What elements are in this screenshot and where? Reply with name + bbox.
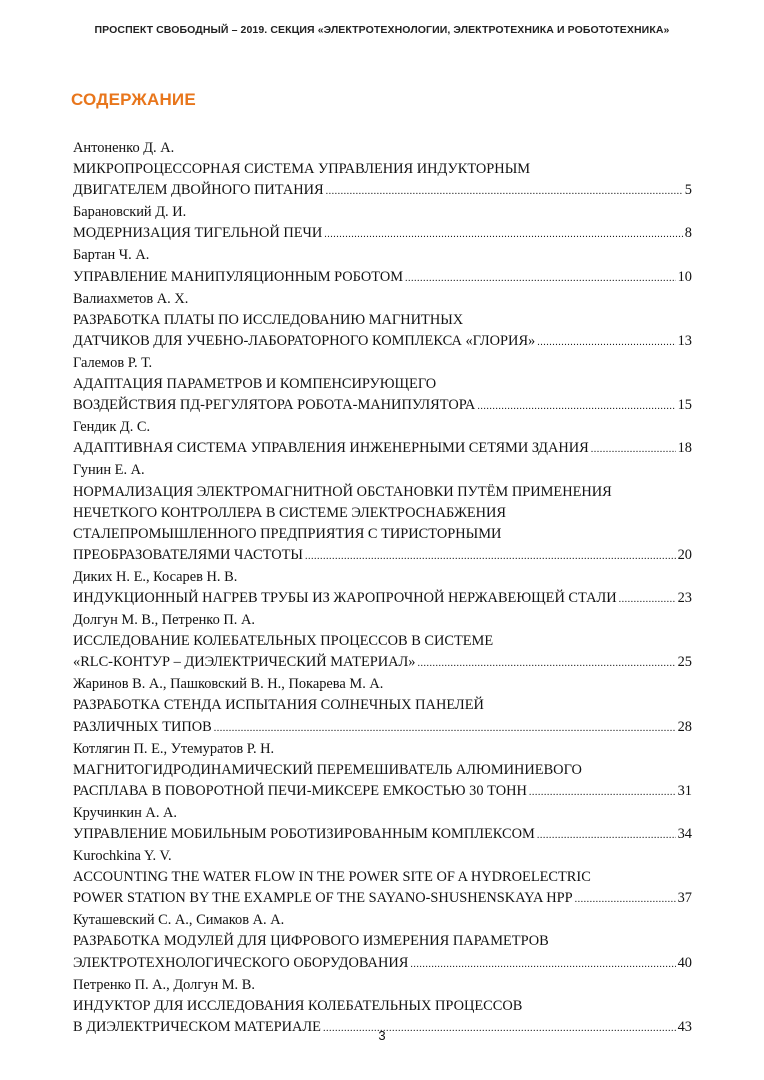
toc-entry-page-number: 10 [677,268,692,285]
toc-entry-authors: Котлягин П. Е., Утемуратов Р. Н. [73,740,275,757]
toc-entry[interactable] [73,245,692,288]
toc-entry-authors: Жаринов В. А., Пашковский В. Н., Покарева М. А. [73,676,384,693]
toc-entry-title-last-line [73,545,692,567]
table-of-contents [73,138,692,1039]
toc-entry-authors: Долгун М. В., Петренко П. А. [73,612,255,629]
toc-entry-title-text: УПРАВЛЕНИЕ МОБИЛЬНЫМ РОБОТИЗИРОВАННЫМ КОМПЛЕКСОМ [73,826,535,842]
toc-entry-title-text: ЭЛЕКТРОТЕХНОЛОГИЧЕСКОГО ОБОРУДОВАНИЯ [73,954,409,971]
toc-entry-authors: Кручинкин А. А. [73,804,178,821]
running-header: ПРОСПЕКТ СВОБОДНЫЙ – 2019. СЕКЦИЯ «ЭЛЕКТРОТЕХНОЛОГИИ, ЭЛЕКТРОТЕХНИКА И РОБОТОТЕХНИКА» [94,24,670,36]
toc-entry-authors: Куташевский С. А., Симаков А. А. [73,912,285,929]
toc-entry-title-last-line [73,953,692,975]
dot-leader [417,652,675,674]
toc-entry-title-text: «RLC-КОНТУР – ДИЭЛЕКТРИЧЕСКИЙ МАТЕРИАЛ» [73,654,416,671]
toc-entry-title-text: В ДИЭЛЕКТРИЧЕСКОМ МАТЕРИАЛЕ [73,1018,321,1035]
toc-entry-title-last-line [73,180,692,202]
toc-entry-page-number: 13 [677,332,692,349]
toc-entry-page-number: 15 [677,397,692,414]
toc-entry-title-line: ИССЛЕДОВАНИЕ КОЛЕБАТЕЛЬНЫХ ПРОЦЕССОВ В СИСТЕМЕ [73,633,494,650]
dot-leader [214,717,676,739]
toc-entry-title-last-line [73,438,692,460]
toc-entry[interactable] [73,417,692,460]
toc-entry-title-line: ACCOUNTING THE WATER FLOW IN THE POWER SITE OF A HYDROELECTRIC [73,869,591,886]
toc-entry-title-line: НЕЧЕТКОГО КОНТРОЛЛЕРА В СИСТЕМЕ ЭЛЕКТРОСНАБЖЕНИЯ [73,504,507,521]
toc-entry-title-text: ДВИГАТЕЛЕМ ДВОЙНОГО ПИТАНИЯ [73,182,324,199]
toc-entry-title-text: РАЗЛИЧНЫХ ТИПОВ [73,718,212,735]
toc-entry-title-line: МИКРОПРОЦЕССОРНАЯ СИСТЕМА УПРАВЛЕНИЯ ИНДУКТОРНЫМ [73,161,531,178]
toc-entry-title-line: АДАПТАЦИЯ ПАРАМЕТРОВ И КОМПЕНСИРУЮЩЕГО [73,376,437,393]
toc-entry[interactable] [73,202,692,245]
toc-entry[interactable] [73,610,692,674]
toc-entry-title-line: РАЗРАБОТКА ПЛАТЫ ПО ИССЛЕДОВАНИЮ МАГНИТНЫХ [73,311,464,328]
toc-entry-authors: Антоненко Д. А. [73,140,175,156]
toc-entry-page-number: 25 [677,654,692,671]
toc-entry-title-last-line [73,717,692,739]
toc-entry-authors: Диких Н. Е., Косарев Н. В. [73,568,238,585]
toc-entry[interactable] [73,674,692,738]
toc-entry-title-text: МОДЕРНИЗАЦИЯ ТИГЕЛЬНОЙ ПЕЧИ [73,225,323,242]
toc-entry-page-number: 8 [684,225,692,242]
toc-entry-title-last-line [73,331,692,353]
dot-leader [619,588,676,610]
toc-entry-title-last-line [73,652,692,674]
dot-leader [537,331,675,353]
toc-entry-page-number: 28 [677,718,692,735]
toc-entry-page-number: 37 [677,890,692,907]
toc-entry-title-text: ИНДУКЦИОННЫЙ НАГРЕВ ТРУБЫ ИЗ ЖАРОПРОЧНОЙ НЕРЖАВЕЮЩЕЙ СТАЛИ [73,589,617,606]
toc-entry[interactable] [73,138,692,202]
toc-entry-authors: Гунин Е. А. [73,462,145,479]
toc-entry-title-text: ДАТЧИКОВ ДЛЯ УЧЕБНО-ЛАБОРАТОРНОГО КОМПЛЕКСА «ГЛОРИЯ» [73,332,536,349]
toc-entry-page-number: 34 [677,826,692,842]
toc-entry-title-text: РАСПЛАВА В ПОВОРОТНОЙ ПЕЧИ-МИКСЕРЕ ЕМКОСТЬЮ 30 ТОНН [73,782,527,799]
toc-entry-authors: Барановский Д. И. [73,204,187,221]
toc-entry-title-last-line [73,395,692,417]
toc-entry-page-number: 31 [677,782,692,799]
toc-entry[interactable] [73,567,692,610]
toc-entry[interactable] [73,803,692,846]
dot-leader [529,781,676,803]
toc-entry-authors: Галемов Р. Т. [73,354,153,371]
toc-entry-authors: Валиахметов А. Х. [73,290,189,307]
toc-entry-authors: Kurochkina Y. V. [73,848,172,865]
toc-entry[interactable] [73,846,692,910]
toc-entry-title-line: РАЗРАБОТКА МОДУЛЕЙ ДЛЯ ЦИФРОВОГО ИЗМЕРЕНИЯ ПАРАМЕТРОВ [73,933,549,950]
toc-entry-title-line: НОРМАЛИЗАЦИЯ ЭЛЕКТРОМАГНИТНОЙ ОБСТАНОВКИ ПУТЁМ ПРИМЕНЕНИЯ [73,483,612,500]
toc-entry-page-number: 40 [677,954,692,971]
toc-entry-authors: Бартан Ч. А. [73,247,150,264]
toc-entry[interactable] [73,353,692,417]
toc-entry-title-last-line [73,888,692,910]
toc-entry-title-last-line [73,267,692,289]
toc-entry-title-line: ИНДУКТОР ДЛЯ ИССЛЕДОВАНИЯ КОЛЕБАТЕЛЬНЫХ ПРОЦЕССОВ [73,997,523,1014]
toc-entry-title-last-line [73,223,692,245]
toc-entry[interactable] [73,739,692,803]
toc-entry-authors: Гендик Д. С. [73,419,151,436]
dot-leader [326,180,683,202]
toc-entry-page-number: 43 [677,1018,692,1035]
toc-heading: СОДЕРЖАНИЕ [71,90,196,109]
toc-entry-title-text: POWER STATION BY THE EXAMPLE OF THE SAYANO-SHUSHENSKAYA HPP [73,890,573,907]
dot-leader [405,267,676,289]
toc-entry-title-last-line [73,781,692,803]
toc-entry-title-text: АДАПТИВНАЯ СИСТЕМА УПРАВЛЕНИЯ ИНЖЕНЕРНЫМИ СЕТЯМИ ЗДАНИЯ [73,440,589,457]
toc-entry-page-number: 20 [677,546,692,563]
toc-entry-page-number: 23 [677,589,692,606]
dot-leader [575,888,676,910]
toc-entry-title-text: ВОЗДЕЙСТВИЯ ПД-РЕГУЛЯТОРА РОБОТА-МАНИПУЛЯТОРА [73,397,476,414]
toc-entry-page-number: 18 [677,440,692,457]
toc-entry-title-last-line [73,824,692,846]
toc-entry-title-text: ПРЕОБРАЗОВАТЕЛЯМИ ЧАСТОТЫ [73,546,303,563]
dot-leader [537,824,676,846]
toc-entry[interactable] [73,910,692,974]
dot-leader [410,953,675,975]
dot-leader [591,438,676,460]
dot-leader [324,223,683,245]
toc-entry[interactable] [73,460,692,566]
toc-entry-title-text: УПРАВЛЕНИЕ МАНИПУЛЯЦИОННЫМ РОБОТОМ [73,268,404,285]
dot-leader [305,545,676,567]
toc-entry[interactable] [73,289,692,353]
page-number: 3 [378,1028,386,1043]
toc-entry-title-line: МАГНИТОГИДРОДИНАМИЧЕСКИЙ ПЕРЕМЕШИВАТЕЛЬ АЛЮМИНИЕВОГО [73,761,582,778]
toc-entry-authors: Петренко П. А., Долгун М. В. [73,976,255,993]
toc-entry-title-line: РАЗРАБОТКА СТЕНДА ИСПЫТАНИЯ СОЛНЕЧНЫХ ПАНЕЛЕЙ [73,697,484,714]
dot-leader [477,395,675,417]
toc-entry-title-line: СТАЛЕПРОМЫШЛЕННОГО ПРЕДПРИЯТИЯ С ТИРИСТОРНЫМИ [73,525,502,542]
toc-entry-title-last-line [73,588,692,610]
toc-entry-page-number: 5 [684,182,692,199]
